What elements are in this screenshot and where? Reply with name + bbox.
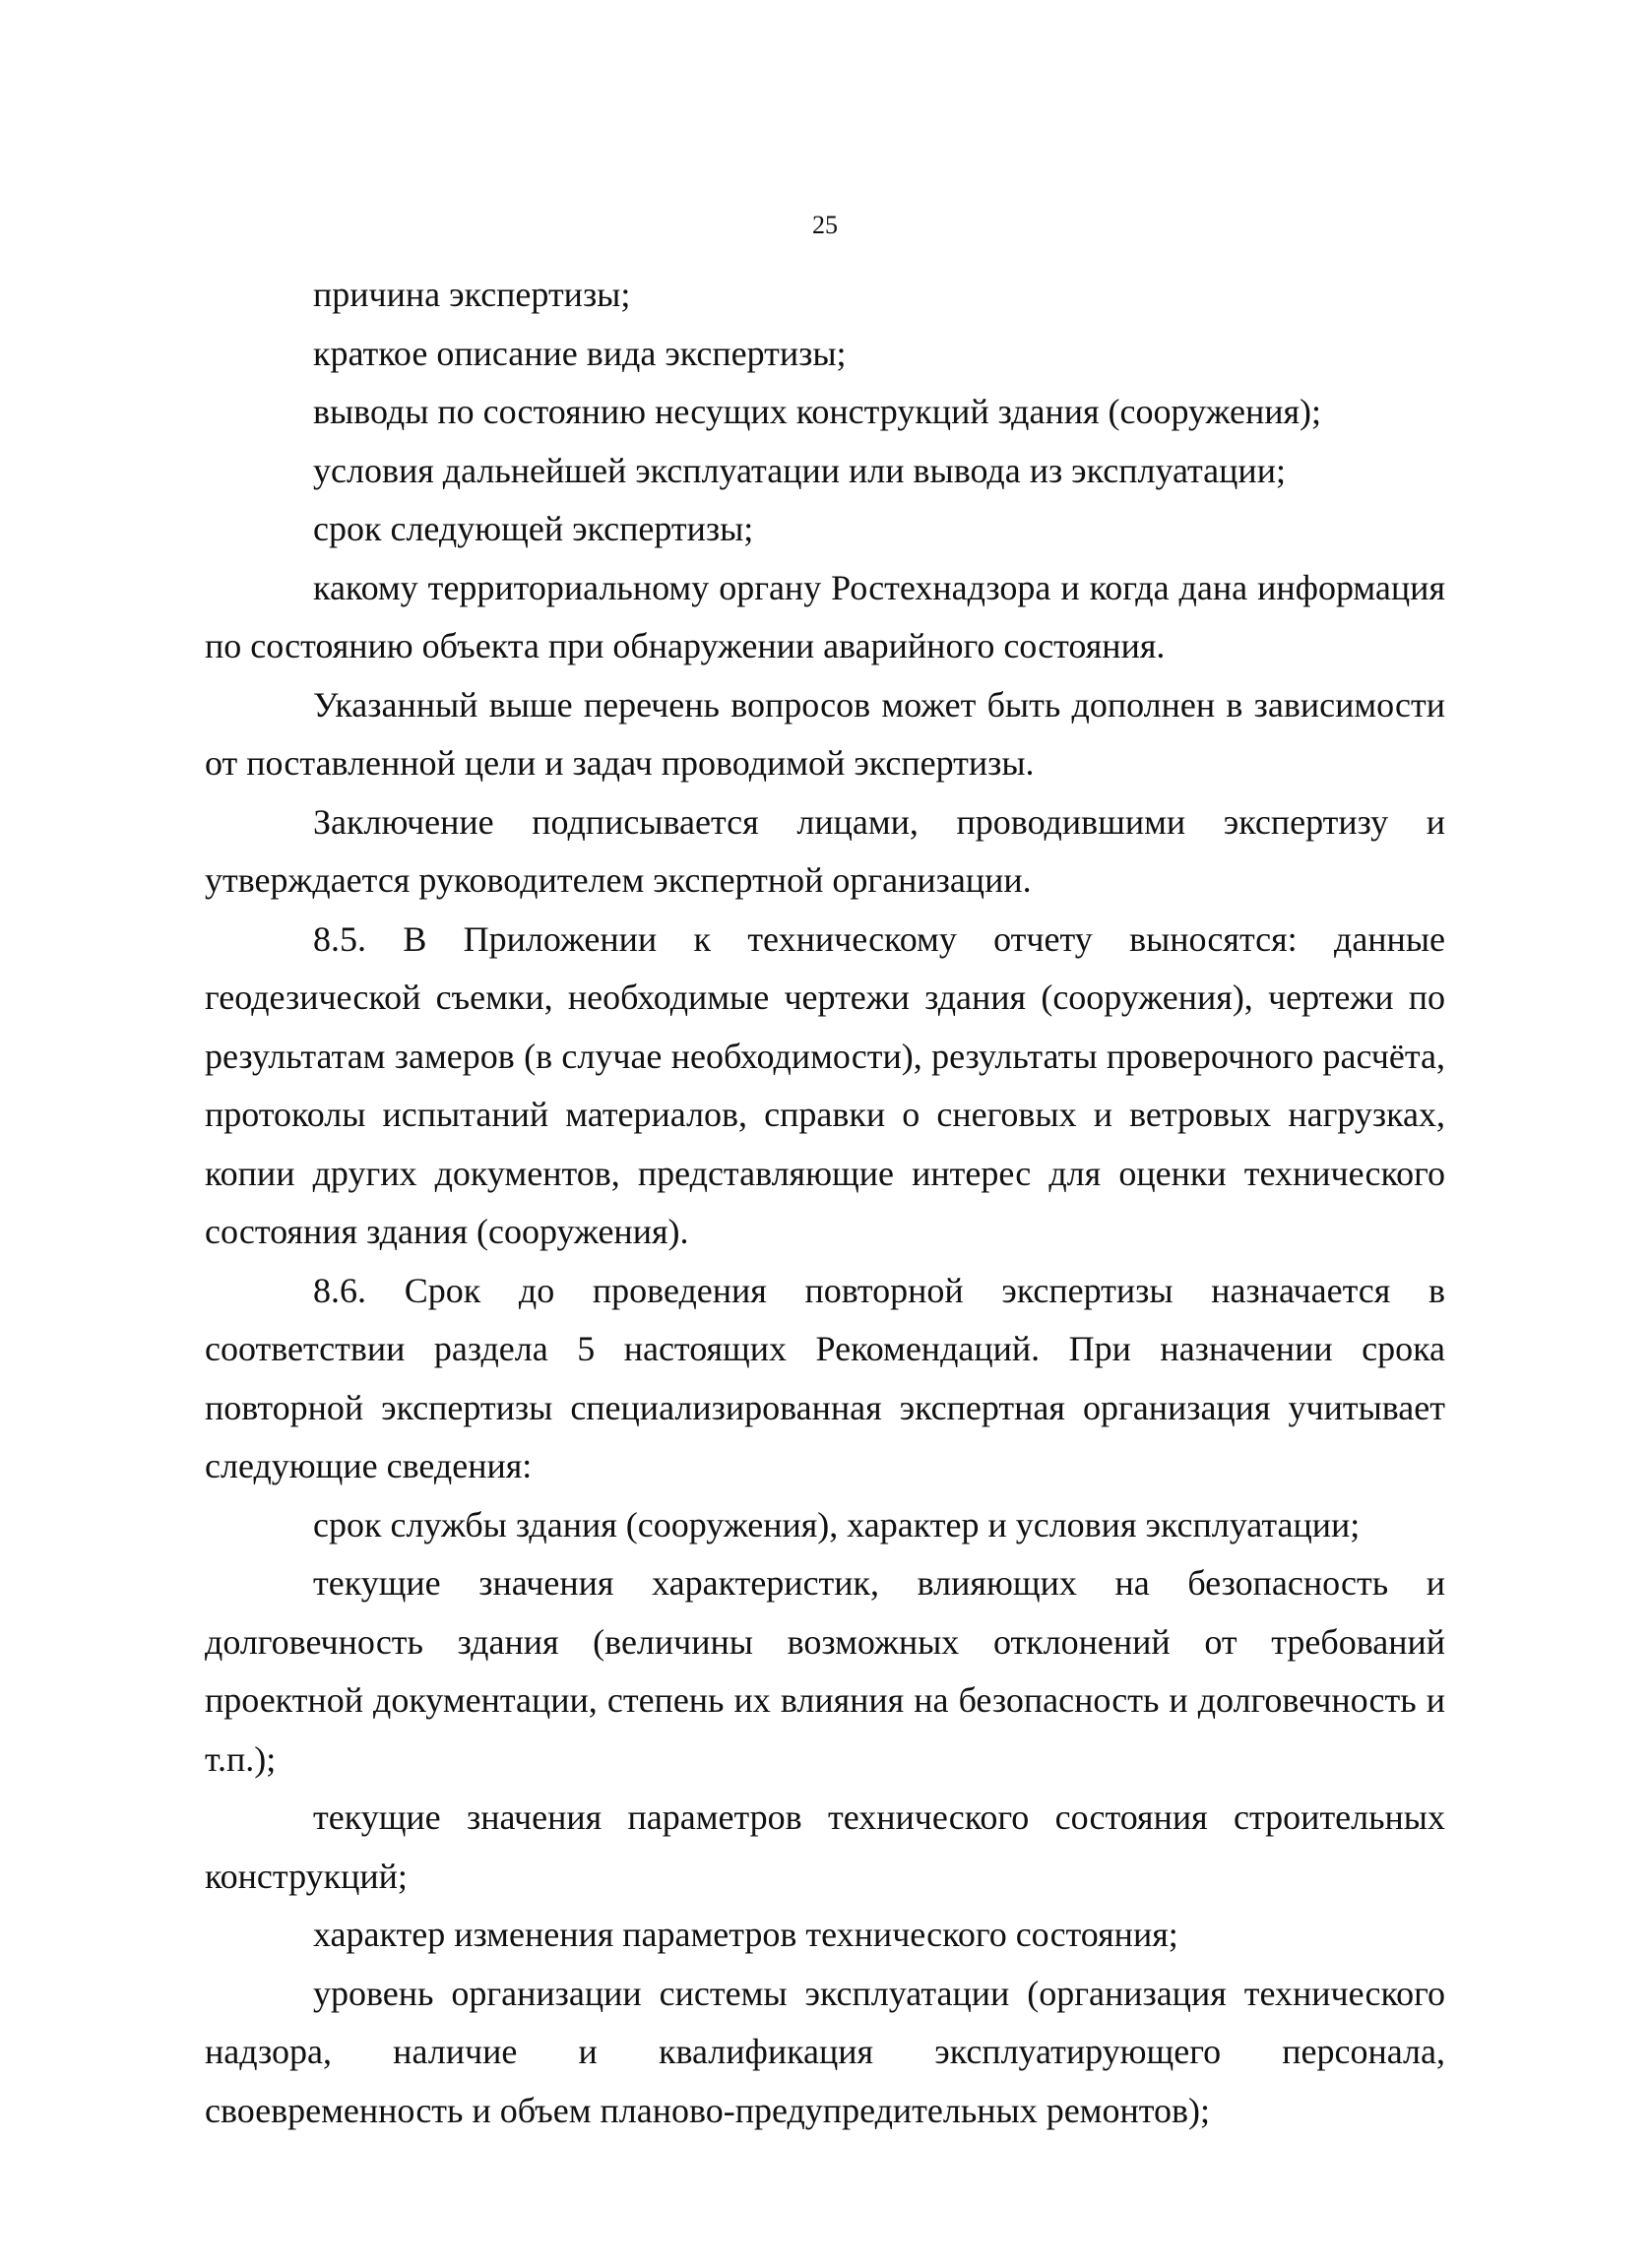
list-item-change-nature: характер изменения параметров технического состояния; <box>313 1915 1178 1954</box>
list-item-operation-conditions: условия дальнейшей эксплуатации или вывода из эксплуатации; <box>313 450 1286 490</box>
paragraph-8-6-repeat-expertise: 8.6. Срок до проведения повторной экспертизы назначается в соответствии раздела 5 настоящих Рекомендаций. При назначении срока повторной экспертизы специализированная экспертная организация учитывает следующие сведения: <box>205 1270 1445 1485</box>
list-item-current-parameters: текущие значения параметров технического состояния строительных конструкций; <box>205 1797 1445 1896</box>
paragraph-signature: Заключение подписывается лицами, проводившими экспертизу и утверждается руководителем экспертной организации. <box>205 801 1445 900</box>
list-item-expertise-description: краткое описание вида экспертизы; <box>313 333 847 373</box>
paragraph-rostekhnadzor-notice: какому территориальному органу Ростехнадзора и когда дана информация по состоянию объекта при обнаружении аварийного состояния. <box>205 567 1445 665</box>
list-item-next-expertise-date: срок следующей экспертизы; <box>313 509 754 548</box>
list-item-structure-conclusions: выводы по состоянию несущих конструкций здания (сооружения); <box>313 392 1322 431</box>
list-item-organization-level: уровень организации системы эксплуатации (организация технического надзора, наличие и квалификация эксплуатирующего персонала, своевременность и объем планово-предупредительных ремонтов); <box>205 1973 1445 2130</box>
list-item-current-values: текущие значения характеристик, влияющих на безопасность и долговечность здания (величины возможных отклонений от требований проектной документации, степень их влияния на безопасность и долговечность и т.п.); <box>205 1563 1445 1779</box>
list-item-service-life: срок службы здания (сооружения), характер и условия эксплуатации; <box>313 1504 1361 1544</box>
paragraph-8-5-appendix: 8.5. В Приложении к техническому отчету выносятся: данные геодезической съемки, необходимые чертежи здания (сооружения), чертежи по результатам замеров (в случае необходимости), результаты проверочного расчёта, протоколы испытаний материалов, справки о снеговых и ветровых нагрузках, копии других документов, представляющие интерес для оценки технического состояния здания (сооружения). <box>205 918 1445 1251</box>
paragraph-list-supplement: Указанный выше перечень вопросов может быть дополнен в зависимости от поставленной цели и задач проводимой экспертизы. <box>205 684 1445 783</box>
page-number: 25 <box>812 211 838 239</box>
document-body <box>205 266 1445 2140</box>
list-item-expertise-reason: причина экспертизы; <box>313 275 631 314</box>
